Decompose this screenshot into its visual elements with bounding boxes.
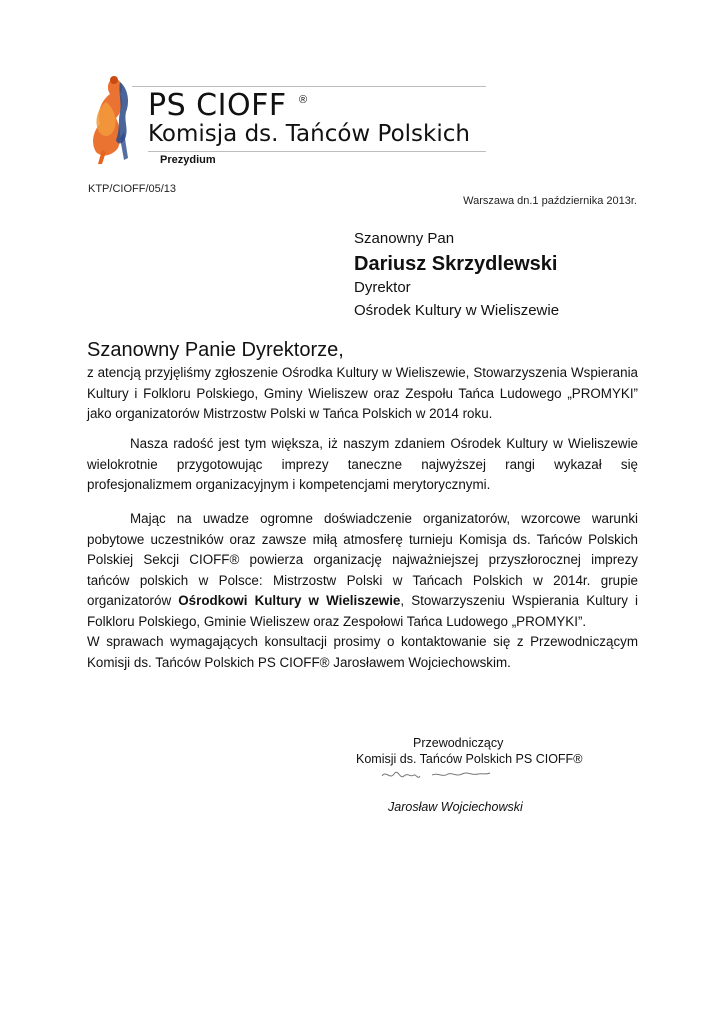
addressee-greeting: Szanowny Pan [354, 230, 455, 247]
addressee-role: Dyrektor [354, 279, 411, 296]
addressee-organization: Ośrodek Kultury w Wieliszewie [354, 302, 560, 319]
brand-commission: Komisja ds. Tańców Polskich [148, 121, 470, 147]
letter-date: Warszawa dn.1 października 2013r. [463, 195, 637, 207]
paragraph-3-closing: W sprawach wymagających konsultacji prosimy o kontaktowanie się z Przewodniczącym Komisji ds. Tańców Polskich PS CIOFF® Jarosławem Wojciechowskim. [87, 634, 638, 670]
paragraph-3-organizer: Ośrodkowi Kultury w Wieliszewie [178, 593, 401, 608]
signature-title: Przewodniczący [413, 736, 504, 750]
brand-name: PS CIOFF [148, 88, 287, 123]
signature-name: Jarosław Wojciechowski [388, 800, 523, 814]
addressee-name: Dariusz Skrzydlewski [354, 253, 558, 275]
signature-organization: Komisji ds. Tańców Polskich PS CIOFF® [356, 752, 583, 766]
brand-unit: Prezydium [160, 154, 216, 166]
handwritten-signature-icon [380, 766, 498, 784]
letterhead-rule-top [132, 86, 486, 87]
salutation: Szanowny Panie Dyrektorze, [87, 339, 344, 361]
paragraph-3-rest: , Stowarzyszeniu Wspierania Kultury i Folkloru Polskiego, Gminie Wieliszew oraz Zespołowi Tańca Ludowego „PROMYKI”. [87, 593, 638, 629]
paragraph-2: Nasza radość jest tym większa, iż naszym zdaniem Ośrodek Kultury w Wieliszewie wielokrotnie przygotowując imprezy taneczne najwyższej rangi wykazał się profesjonalizmem organizacyjnym i kompetencjami merytorycznymi. [87, 436, 638, 492]
paragraph-3-intro: Mając na uwadze ogromne doświadczenie organizatorów, wzorcowe warunki pobytowe uczestników oraz zawsze miłą atmosferę turnieju Komisja ds. Tańców Polskich Polskiej Sekcji CIOFF® powierza organizację najważniejszej przyszłorocznej imprezy tańców polskich w Polsce: Mistrzostw Polski w Tańcach Polskich w 2014r. grupie organizatorów [87, 511, 638, 608]
paragraph-3 [87, 509, 638, 673]
paragraph-1: z atencją przyjęliśmy zgłoszenie Ośrodka Kultury w Wieliszewie, Stowarzyszenia Wspierania Kultury i Folkloru Polskiego, Gminy Wieliszew oraz Zespołu Tańca Ludowego „PROMYKI” jako organizatorów Mistrzostw Polski w Tańca Polskich w 2014 roku. [87, 365, 638, 421]
brand-registered-mark: ® [299, 94, 308, 106]
reference-number: KTP/CIOFF/05/13 [88, 183, 177, 195]
letterhead-rule-bottom [148, 151, 486, 152]
